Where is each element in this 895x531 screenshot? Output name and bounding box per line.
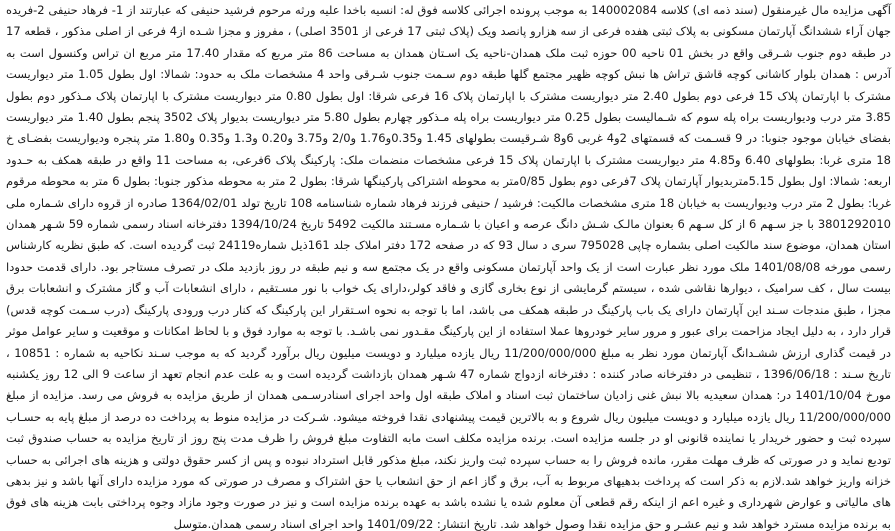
notice-body: آگهی مزایده مال غیرمنقول (سند ذمه ای) کلاسه 140002084 به موجب پرونده اجرائی کلاسه فوق له: انسیه باخدا علیه ورثه مرحوم فرشید حنیفی که عبارتند از 1- فرهاد حنیفی 2-فریده جهان آراء ششدانگ آپارتمان مسکونی به پلاک ثبتی هفده فرعی از سه هزارو پانصد ویک (پلاک ثبتی 17 فرعی از 3501 اصلی) ، مفروز و مجزا شـده از4 فرعی از اصلی مذکور ، قطعه 17 در طبقه دوم جنوب شـرقی واقع در بخش 01 ناحیه 00 حوزه ثبت ملک همدان-ناحیه یک اسـتان همدان به مساحت 86 متر مربع که مقدار 17.40 متر مربع ان تراس وکنسول است به آدرس : همدان بلوار کاشانی کوچه قاشق تراش ها نبش کوچه ظهیر مجتمع گلها طبقه دوم سـمت جنوب شـرقی واحد 4 مشخصات ملک به حدود: شمالا: اول بطول 1.05 متر دیواریست مشترک با اپارتمان پلاک 15 فرعی دوم بطول 2.40 متر دیواریست مشترک با اپارتمان پلاک 16 فرعی شرقا: اول بطول 0.80 متر دیواریست مشترک با اپارتمان پلاک مـذکور دوم بطول 3.85 متر درب ودیواریست براه پله سوم که شـمالیست بطول 0.25 متر دیواریست براه پله مـذکور چهارم بطول 5.80 متر دیواریست بدیوار پلاک 3502 پنجم بطول 1.40 متر دیواریست بفضای خیابان موجود جنوبا: در 9 قسـمت که قسمتهای 2و4 غربی 6و8 شـرقیست بطولهای 1.45 و0.35و1.76 و2/0 و3.75 و0.20 و1.3 و0.35 و1.80 متر پنجره ودیواریست بفضـای خ 18 متری غربا: بطولهای 6.40 و4.85 متر دیواریست مشترک با اپارتمان پلاک 15 فرعی مشخصات منضمات ملک: پارکینگ پلاک 6فرعی، به مساحت 11 واقع در طبقه همکف به حـدود اربعه: شمالا: اول بطول 5.15متربدیوار آپارتمان پلاک 7فرعی دوم بطول 0/85متر به محوطه اشتراکی پارکینگها شرقا: بطول 2 متر به محوطه مذکور جنوبا: بطول 6 متر به محوطه مرقوم غربا: بطول 2 متر درب ودیواریست به خیابان 18 متری مشخصات مالکیت: فرشید / حنیفی فرزند فرهاد شماره شناسنامه 108 تاریخ تولد 1364/02/01 صادره از قروه دارای شـماره ملی 3801292010 با جز سـهم 6 از کل سـهم 6 بعنوان مالـک شـش دانگ عرصه و اعیان با شـماره مسـتند مالکیت 5492 تاریخ 1394/10/24 دفترخانه اسناد رسمی شماره 59 شـهر همدان استان همدان، موضوع سند مالکیت اصلی بشماره چاپی 795028 سری د سال 93 که در صفحه 172 دفتر املاک جلد 161ذیل شماره24119 ثبت گردیده است. که طبق نظریه کارشناس رسمی مورخه 1401/08/08 ملک مورد نظر عبارت است از یک واحد آپارتمان مسکونی واقع در یک مجتمع سه و نیم طبقه در روز بازدید ملک در تصرف مستاجر بود. دارای قدمت حدودا بیست سال ، کف سرامیک ، دیوارها نقاشی شده ، سیستم گرمایشی از نوع بخاری گازی و فاقد کولر،دارای یک خواب با نور مسـتقیم ، دارای انشعابات آب و گاز مشترک و انشعابات برق مجزا ، طبق مندجات سـند این آپارتمان دارای یک باب پارکینگ در طبقه همکف می باشد، اما با توجه به نحوه اسـتقرار این پارکینگ که کنار درب ورودی پارکینگ (درب سـمت کوچه قدس) قرار دارد ، به دلیل ایجاد مزاحمت برای عبور و مرور سایر خودروها عملا استفاده از این پارکینگ مقـدور نمی باشـد. با توجه به موارد فوق و با لحاظ امکانات و موقعیت و سایر عوامل موثر در قیمت گذاری ارزش ششـدانگ آپارتمان مورد نظر به مبلغ 11/200/000/000 ریال یازده میلیارد و دویست میلیون ریال برآورد گردید که به موجب سـند نکاحیه به شماره : 10851 ، تاریخ سـند : 1396/06/18 ، تنظیمی در دفترخانه صادر کننده : دفترخانه ازدواج شماره 47 شـهر همدان بازداشت گردیده است و به علت عدم انجام تعهد از ساعت 9 الی 12 روز یکشنبه مورخ 1401/10/04 در: همدان سعیدیه بالا نبش غنی زادیان ساختمان ثبت اسناد و املاک طبقه اول واحد اجرای اسنادرسـمی همدان از طریق مزایده به فروش می رسد. مزایده از مبلغ 11/200/000/000 ریال یازده میلیارد و دویست میلیون ریال شروع و به بالاترین قیمت پیشنهادی نقدا فروخته میشود. شـرکت در مزایده منوط به پرداخت ده درصد از مبلغ پایه به حسـاب سپرده ثبت و حضور خریدار یا نماینده قانونی او در جلسه مزایده است. برنده مزایده مکلف است مابه التفاوت مبلغ فروش را ظرف مدت پنج روز از تاریخ مزایده به حساب صندوق ثبت توديع نمايد و در صورتی که ظرف مهلت مقرر، مانده فروش را به حساب سپرده ثبت واریز نکند، مبلغ مذکور قابل استرداد نبوده و پس از کسر حقوق دولتی و هزينه های اجرائی به حساب خزانه واریز خواهد شد.لازم به ذکر است که پرداخت بدهیهای مربوط به آب، برق و گاز اعم از حق انشعاب یا حق اشتراک و مصرف در صورتی که مورد مزایده دارای آنها باشد و نیز بدهی های مالیاتی و عوارض شهرداری و غیره اعم از اینکه رقم قطعی آن معلوم شده یا نشده باشد به عهده برنده مزایده است و نیز در صورت وجود مازاد وجوه پرداختی بابت هزينه های فوق به برنده مزایده مسترد خواهد شد و نیم عشـر و حق مزایده نقدا وصول خواهد شد. تاریخ انتشار: 1401/09/22 واحد اجرای اسناد رسمی همدان.متوسل [6, 3, 892, 531]
